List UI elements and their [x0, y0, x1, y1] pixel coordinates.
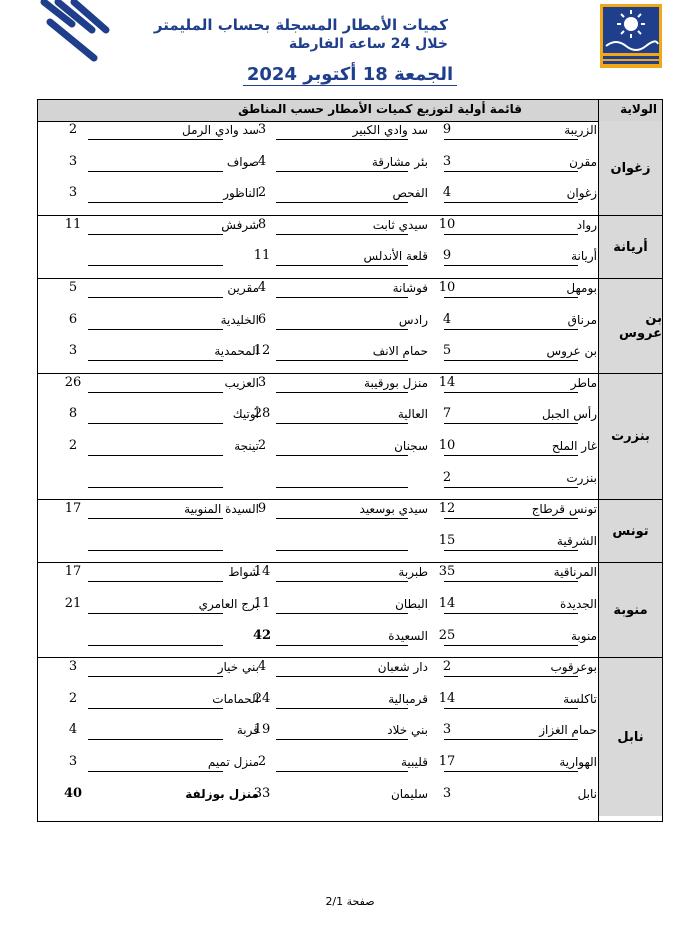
header-zones: قائمة أولية لتوزيع كميات الأمطار حسب المناطق: [238, 102, 522, 116]
station-name: تاكلسة: [563, 691, 597, 706]
station-name: بنزرت: [566, 470, 597, 485]
cell-rule: [88, 329, 223, 330]
rainfall-value: 10: [438, 216, 456, 232]
station-name: منوبة: [570, 628, 597, 643]
rainfall-value: 17: [64, 501, 82, 517]
cell-rule: [276, 676, 408, 677]
rainfall-value: 14: [438, 374, 456, 390]
rainfall-value: 3: [257, 374, 267, 390]
rainfall-value: 10: [438, 438, 456, 453]
cell-rule: [276, 265, 408, 266]
cell-rule: [88, 708, 223, 709]
cell-rule: [276, 771, 408, 772]
rainfall-value: 4: [257, 280, 267, 295]
station-name: السعيدة: [388, 628, 428, 643]
cell-rule: [276, 645, 408, 646]
cell-rule: [444, 550, 578, 551]
rainfall-value: 24: [253, 690, 271, 706]
station-name: الشرقية: [556, 533, 597, 548]
rainfall-value: 26: [64, 374, 82, 390]
rainfall-value: 17: [64, 564, 82, 580]
rainfall-value: 3: [68, 659, 78, 675]
cell-rule: [88, 550, 223, 551]
meteo-institute-logo: [600, 4, 662, 68]
cell-rule: [276, 708, 408, 709]
rainfall-value: 17: [438, 754, 456, 769]
cell-rule: [88, 202, 223, 203]
rainfall-value: 14: [438, 690, 456, 706]
rainfall-value: 3: [257, 122, 267, 137]
report-date-text: الجمعة 18 أكتوبر 2024: [243, 64, 457, 86]
rainfall-value: 2: [68, 438, 78, 453]
table-header: [38, 100, 662, 122]
cell-rule: [276, 360, 408, 361]
cell-rule: [276, 550, 408, 551]
station-name: حمام الغزاز: [539, 723, 597, 738]
cell-rule: [276, 423, 408, 424]
rainfall-value: 12: [438, 501, 456, 517]
station-name: قربة: [236, 723, 259, 738]
rainfall-value: 40: [63, 785, 83, 801]
governorate-cell: تونس: [599, 500, 662, 563]
rainfall-value: 9: [442, 122, 452, 137]
cell-rule: [88, 676, 223, 677]
rainfall-value: 8: [68, 406, 78, 422]
cell-rule: [88, 739, 223, 740]
station-name: شرفش: [221, 217, 259, 232]
cell-rule: [88, 613, 223, 614]
cell-rule: [444, 455, 578, 456]
rainfall-value: 2: [442, 469, 452, 485]
rainfall-value: 9: [257, 501, 267, 517]
station-name: قرمبالية: [388, 691, 428, 706]
governorate-cell: أريانة: [599, 216, 662, 279]
station-name: رادس: [398, 312, 428, 327]
cell-rule: [444, 708, 578, 709]
station-name: الناظور: [223, 186, 259, 201]
station-name: العزيب: [224, 375, 259, 390]
cell-rule: [276, 581, 408, 582]
station-name: منزل بورقيبة: [364, 375, 428, 390]
cell-rule: [88, 392, 223, 393]
rainfall-value: 12: [253, 343, 271, 359]
governorate-cell: بن عروس: [599, 279, 662, 374]
rainfall-value: 3: [68, 754, 78, 769]
governorate-separator: [38, 278, 662, 279]
station-name: ماطر: [570, 375, 597, 390]
page-number: صفحة 2/1: [325, 895, 375, 908]
cell-rule: [444, 613, 578, 614]
station-name: رأس الجبل: [541, 407, 597, 422]
cell-rule: [88, 518, 223, 519]
rainfall-value: 33: [253, 785, 271, 801]
rainfall-value: 42: [252, 627, 272, 643]
rainfall-value: 2: [68, 690, 78, 706]
cell-rule: [276, 329, 408, 330]
station-name: الفحص: [392, 186, 428, 201]
cell-rule: [276, 171, 408, 172]
rainfall-value: 8: [257, 216, 267, 232]
station-name: قليبية: [400, 755, 428, 769]
cell-rule: [276, 739, 408, 740]
station-name: صواف: [226, 154, 259, 169]
cell-rule: [444, 739, 578, 740]
governorate-separator: [38, 499, 662, 500]
rainfall-value: 11: [253, 596, 271, 611]
header-wilaya: الولاية: [620, 102, 657, 116]
station-name: بومهل: [566, 281, 597, 295]
station-name: سيدي بوسعيد: [359, 502, 428, 517]
governorate-cell: منوبة: [599, 563, 662, 658]
cell-rule: [276, 139, 408, 140]
cell-rule: [88, 360, 223, 361]
station-name: منزل تميم: [207, 755, 259, 769]
station-name: مرناق: [567, 312, 597, 327]
rainfall-table: [37, 99, 663, 822]
cell-rule: [276, 455, 408, 456]
station-name: برج العامري: [198, 597, 259, 611]
station-name: زغوان: [566, 186, 597, 201]
cell-rule: [88, 234, 223, 235]
governorate-cell: بنزرت: [599, 374, 662, 500]
station-name: سد وادي الرمل: [182, 123, 259, 137]
governorate-separator: [38, 657, 662, 658]
station-name: سد وادي الكبير: [352, 123, 428, 137]
rainfall-value: 4: [257, 659, 267, 675]
cell-rule: [276, 613, 408, 614]
report-subtitle: خلال 24 ساعة الفارطة: [288, 36, 448, 52]
cell-rule: [444, 518, 578, 519]
station-name: المحمدية: [214, 344, 259, 359]
cell-rule: [444, 139, 578, 140]
cell-rule: [444, 392, 578, 393]
station-name: بن عروس: [546, 344, 597, 359]
cell-rule: [88, 581, 223, 582]
rainfall-value: 3: [442, 785, 452, 801]
cell-rule: [444, 297, 578, 298]
station-name: غار الملح: [551, 439, 597, 453]
station-name: سيدي ثابت: [372, 217, 428, 232]
cell-rule: [88, 265, 223, 266]
rainfall-value: 2: [68, 122, 78, 137]
rainfall-value: 5: [442, 343, 452, 359]
station-name: شواط: [228, 565, 259, 580]
rainfall-value: 2: [442, 659, 452, 675]
striped-logo: [36, 0, 114, 64]
station-name: الزريبة: [564, 123, 597, 137]
station-name: أوتيك: [232, 407, 259, 422]
cell-rule: [88, 487, 223, 488]
cell-rule: [88, 423, 223, 424]
governorate-separator: [38, 562, 662, 563]
cell-rule: [444, 202, 578, 203]
rainfall-value: 6: [257, 311, 267, 327]
report-date: [0, 64, 700, 85]
rainfall-value: 14: [253, 564, 271, 580]
rainfall-value: 4: [442, 185, 452, 201]
station-name: أريانة: [571, 249, 597, 264]
cell-rule: [88, 139, 223, 140]
cell-rule: [444, 423, 578, 424]
station-name: قلعة الأندلس: [363, 249, 428, 264]
cell-rule: [88, 645, 223, 646]
rainfall-value: 4: [442, 311, 452, 327]
rainfall-value: 19: [253, 722, 271, 738]
rainfall-value: 35: [438, 564, 456, 580]
cell-rule: [444, 171, 578, 172]
station-name: السيدة المنوبية: [184, 502, 259, 517]
station-name: حمام الانف: [372, 344, 428, 359]
cell-rule: [276, 518, 408, 519]
cell-rule: [444, 676, 578, 677]
cell-rule: [88, 171, 223, 172]
cell-rule: [444, 581, 578, 582]
governorate-separator: [38, 215, 662, 216]
cell-rule: [444, 265, 578, 266]
rainfall-value: 15: [438, 532, 456, 548]
station-name: بئر مشارقة: [371, 154, 428, 169]
governorate-cell: نابل: [599, 658, 662, 816]
cell-rule: [444, 645, 578, 646]
rainfall-value: 11: [64, 216, 82, 232]
rainfall-value: 9: [442, 248, 452, 264]
report-title: كميات الأمطار المسجلة بحساب المليمتر: [153, 16, 448, 34]
station-name: العالية: [397, 407, 428, 422]
station-name: فوشانة: [392, 281, 428, 295]
rainfall-value: 4: [68, 722, 78, 738]
rainfall-value: 3: [442, 153, 452, 169]
cell-rule: [276, 234, 408, 235]
cell-rule: [276, 297, 408, 298]
rainfall-value: 10: [438, 280, 456, 295]
station-name: طبربة: [398, 565, 428, 580]
rainfall-value: 3: [68, 153, 78, 169]
rainfall-value: 3: [68, 185, 78, 201]
cell-rule: [276, 202, 408, 203]
rainfall-value: 21: [64, 596, 82, 611]
station-name: البطان: [395, 597, 428, 611]
cell-rule: [444, 329, 578, 330]
cell-rule: [88, 771, 223, 772]
rainfall-value: 7: [442, 406, 452, 422]
rainfall-value: 2: [257, 438, 267, 453]
rainfall-value: 11: [253, 248, 271, 264]
station-name: منزل بوزلفة: [185, 786, 259, 801]
cell-rule: [444, 771, 578, 772]
rainfall-value: 6: [68, 311, 78, 327]
station-name: بوعرقوب: [550, 660, 597, 675]
station-name: مقرن: [569, 154, 597, 169]
station-name: الهوارية: [559, 755, 597, 769]
station-name: تينجة: [234, 439, 259, 453]
station-name: الجديدة: [560, 597, 597, 611]
rainfall-value: 25: [438, 627, 456, 643]
station-name: الحمامات: [212, 691, 259, 706]
governorate-cell: زغوان: [599, 121, 662, 216]
rainfall-value: 4: [257, 153, 267, 169]
station-name: مقرين: [227, 281, 259, 295]
rainfall-value: 14: [438, 596, 456, 611]
station-name: المرناقية: [553, 565, 597, 580]
cell-rule: [276, 392, 408, 393]
governorate-separator: [38, 373, 662, 374]
cell-rule: [88, 297, 223, 298]
rainfall-value: 3: [442, 722, 452, 738]
cell-rule: [88, 455, 223, 456]
cell-rule: [444, 487, 578, 488]
rainfall-value: 3: [68, 343, 78, 359]
station-name: نابل: [577, 786, 597, 801]
cell-rule: [444, 234, 578, 235]
station-name: بني خلاد: [387, 723, 428, 738]
cell-rule: [444, 360, 578, 361]
station-name: سليمان: [390, 786, 428, 801]
rainfall-value: 2: [257, 754, 267, 769]
cell-rule: [276, 487, 408, 488]
station-name: الخليدية: [220, 312, 259, 327]
station-name: بني خيار: [217, 660, 259, 675]
station-name: سجنان: [394, 439, 428, 453]
station-name: تونس قرطاج: [531, 502, 597, 517]
rainfall-value: 2: [257, 185, 267, 201]
rainfall-value: 5: [68, 280, 78, 295]
station-name: رواد: [576, 217, 597, 232]
station-name: دار شعبان: [377, 660, 428, 675]
rainfall-value: 28: [253, 406, 271, 422]
